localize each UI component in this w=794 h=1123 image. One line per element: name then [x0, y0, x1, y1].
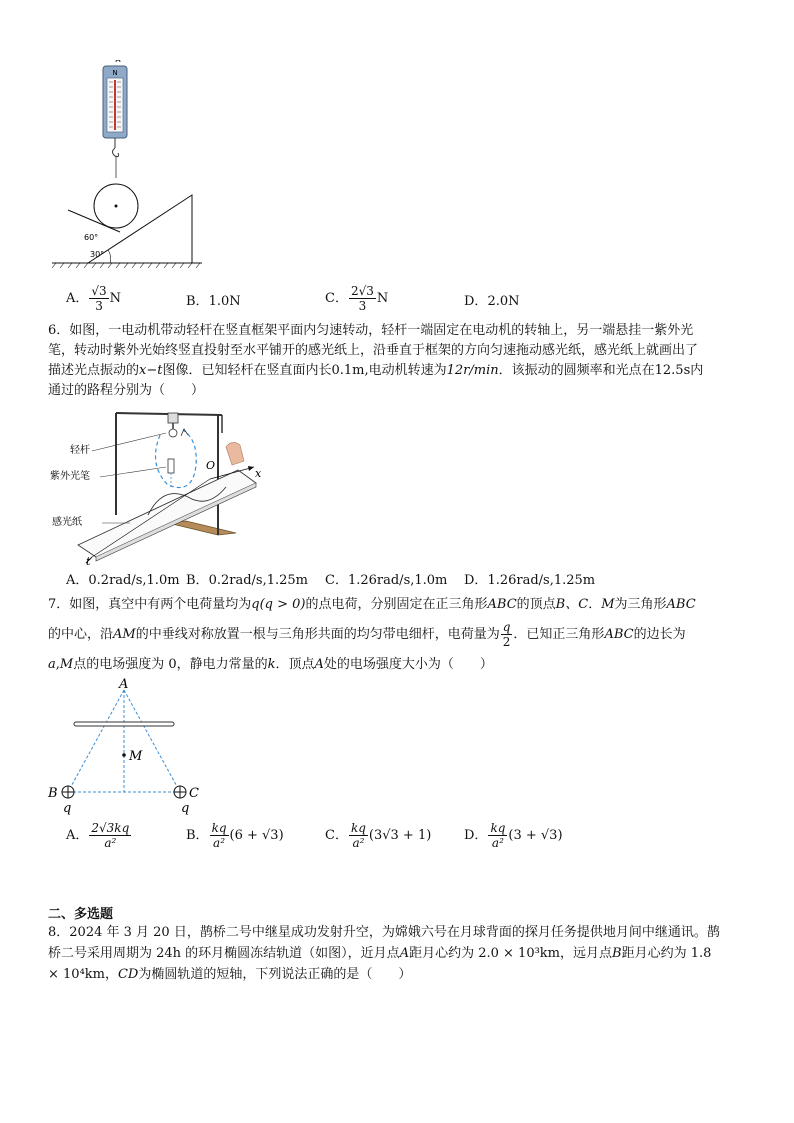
q7-stem: 7．如图，真空中有两个电荷量均为q(q > 0)的点电荷，分别固定在正三角形ABC的顶点B、C．M为三角形ABC 的中心，沿AM的中垂线对称放置一根与三角形共面的均匀带电细杆，电荷量为 $\frac{q}{2}$ ．已知正三角形ABC的边长为 a,M点的电场强度为 0，静电力常量的k．顶点A处的电场强度大小为（ ） [48, 597, 696, 672]
q6-option-b[interactable]: B．0.2rad/s,1.25m [186, 573, 308, 588]
label-x: x [255, 467, 262, 480]
angle-60-label: 60° [84, 233, 99, 242]
q7-option-c[interactable]: C． $\frac{kq}{\text{a²}}$ (3√3 + 1) [325, 821, 432, 850]
vertex-c-label: C [189, 786, 199, 801]
label-t: t [86, 555, 91, 567]
q6-stem: 6．如图，一电动机带动轻杆在竖直框架平面内匀速转动，轻杆一端固定在电动机的转轴上，另一端悬挂一紫外光 笔，转动时紫外光始终竖直投射至水平铺开的感光纸上，沿垂直于框架的方向匀速拖动感光纸，感光纸上就画出了 描述光点振动的x−t图像．已知轻杆在竖直面内长0.1m,电动机转速为12r/min．该振动的圆频率和光点在12.5s内 通过的路程分别为（ ） [48, 323, 704, 398]
q6-option-c[interactable]: C．1.26rad/s,1.0m [325, 573, 448, 588]
label-pen: 紫外光笔 [50, 471, 90, 482]
section-title-multiple-choice: 二、多选题 [48, 907, 114, 922]
q6-figure [48, 405, 268, 567]
label-paper: 感光纸 [52, 517, 82, 528]
q7-option-b[interactable]: B． $\frac{kq}{\text{a²}}$ (6 + √3) [186, 821, 284, 850]
vertex-a-label: A [119, 677, 129, 692]
label-o: O [206, 459, 216, 472]
q5-figure [50, 60, 210, 272]
q8-stem: 8．2024 年 3 月 20 日，鹊桥二号中继星成功发射升空，为嫦娥六号在月球背面的探月任务提供地月间中继通讯。鹊 桥二号采用周期为 24h 的环月椭圆冻结轨道（如图），近月点A距月心约为 2.0 × 10³km，远月点B距月心约为 1.8 × 10⁴km，CD为椭圆轨道的短轴，下列说法正确的是（ ） [48, 925, 720, 982]
q7-option-a[interactable]: A． $\frac{2√3kq}{\text{a²}}$ [66, 821, 130, 850]
q5-option-d[interactable]: D．2.0N [464, 294, 520, 309]
q5-option-a[interactable]: A． $\frac{√3}{3}$ N [66, 284, 122, 313]
q7-option-d[interactable]: D． $\frac{kq}{\text{a²}}$ (3 + √3) [464, 821, 563, 850]
q6-option-d[interactable]: D．1.26rad/s,1.25m [464, 573, 596, 588]
q7-figure [46, 676, 216, 818]
spring-scale-label: N [112, 69, 118, 77]
center-m-label: M [129, 749, 143, 764]
charge-b-label: q [63, 801, 72, 816]
q5-option-b[interactable]: B．1.0N [186, 294, 241, 309]
vertex-b-label: B [48, 786, 58, 801]
charge-c-label: q [181, 801, 190, 816]
q5-option-c[interactable]: C． $\frac{2√3}{3}$ N [325, 284, 389, 313]
angle-30-label: 30° [90, 250, 105, 259]
q6-option-a[interactable]: A．0.2rad/s,1.0m [66, 573, 180, 588]
label-rod: 轻杆 [70, 445, 90, 456]
